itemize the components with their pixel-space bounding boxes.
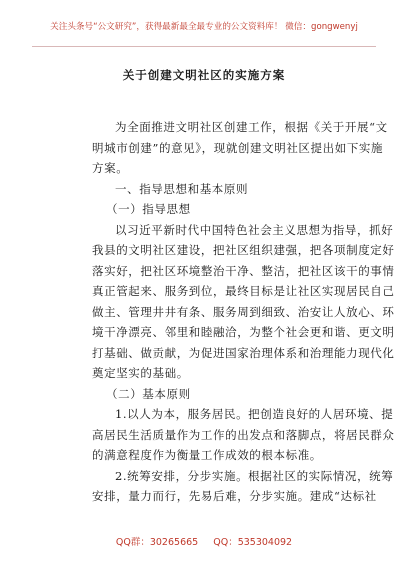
body-line: 我县的文明社区建设，把社区组织建强，把各项制度定好 <box>92 243 395 257</box>
body-line: 为全面推进文明社区创建工作，根据《关于开展“文 <box>115 120 388 134</box>
body-line: 奠定坚实的基础。 <box>92 366 189 380</box>
footer-qq-group: QQ群：30265665 <box>115 537 199 548</box>
footer-contact <box>0 534 408 548</box>
body-line: 的满意程度作为衡量工作成效的根本标准。 <box>92 448 322 462</box>
body-line: 落实好，把社区环境整治干净、整洁，把社区该干的事情 <box>92 263 395 278</box>
body-line: 2.统筹安排，分步实施。根据社区的实际情况，统筹 <box>115 468 394 483</box>
body-line: 境干净漂亮、邻里和睦融洽，为整个社会更和谐、更文明 <box>92 325 395 339</box>
body-line: 做主、管理井井有条、服务周到细致、治安让人放心、环 <box>92 304 395 319</box>
body-line: 高居民生活质量作为工作的出发点和落脚点，将居民群众 <box>92 427 395 442</box>
footer-qq: QQ：535304092 <box>213 537 293 548</box>
body-line: 明城市创建”的意见》，现就创建文明社区提出如下实施 <box>92 140 384 155</box>
subsection-heading: （二）基本原则 <box>106 386 191 401</box>
body-line: 打基础、做贡献，为促进国家治理体系和治理能力现代化 <box>92 345 395 360</box>
subsection-heading: （一）指导思想 <box>106 202 191 216</box>
header-divider <box>32 46 376 47</box>
header-banner: 关注头条号“公文研究”，获得最新最全最专业的公文资料库！ 微信：gongwenyj <box>50 22 358 32</box>
body-line: 方案。 <box>92 161 129 175</box>
body-line: 以习近平新时代中国特色社会主义思想为指导，抓好 <box>115 222 394 237</box>
document-body <box>92 117 395 507</box>
document-title: 关于创建文明社区的实施方案 <box>122 68 286 82</box>
section-heading: 一、指导思想和基本原则 <box>115 181 249 196</box>
body-line: 安排，量力而行，先易后难，分步实施。建成“达标社 <box>92 489 377 503</box>
body-line: 真正管起来、服务到位，最终目标是让社区实现居民自己 <box>92 284 395 298</box>
body-line: 1.以人为本，服务居民。把创造良好的人居环境、提 <box>115 407 394 421</box>
